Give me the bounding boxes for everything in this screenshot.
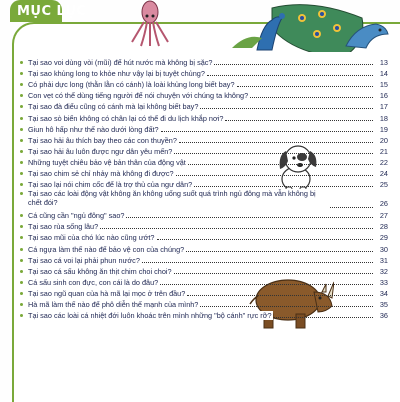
toc-page-number: 21 <box>379 146 388 156</box>
toc-title: Tại sao cá sấu không ăn thịt chim choi choi? <box>28 266 172 276</box>
dot-leader <box>142 261 373 263</box>
toc-page-number: 35 <box>379 299 388 309</box>
toc-page-number: 19 <box>379 124 388 134</box>
dot-leader <box>100 227 373 229</box>
toc-page-number: 30 <box>379 244 388 254</box>
dot-leader <box>214 63 373 65</box>
toc-page-number: 36 <box>379 311 388 321</box>
toc-title: Tại sao chim sẻ chỉ nhảy mà không đi được? <box>28 169 174 179</box>
toc-page-number: 34 <box>379 288 388 298</box>
bullet <box>20 72 23 75</box>
bullet <box>20 83 23 86</box>
toc-page-number: 17 <box>379 102 388 112</box>
dot-leader <box>174 152 373 154</box>
toc-page-number: 18 <box>379 113 388 123</box>
toc-entry[interactable] <box>20 123 388 134</box>
dot-leader <box>237 85 374 87</box>
toc-page-number: 33 <box>379 277 388 287</box>
toc-entry[interactable] <box>20 100 388 111</box>
toc-entry[interactable] <box>20 189 388 209</box>
toc-entry[interactable] <box>20 78 388 89</box>
toc-title: Cá sấu sinh con đực, con cái là do đâu? <box>28 277 159 287</box>
dot-leader <box>174 272 373 274</box>
toc-page-number: 31 <box>379 255 388 265</box>
toc-title: Tại sao hải âu luôn được ngư dân yêu mến? <box>28 146 173 156</box>
bullet <box>20 117 23 120</box>
toc-entry[interactable] <box>20 242 388 253</box>
toc-page-number: 29 <box>379 233 388 243</box>
bullet <box>20 292 23 295</box>
dot-leader <box>194 185 373 187</box>
dot-leader <box>186 250 373 252</box>
dot-leader <box>274 316 373 318</box>
dot-leader <box>225 119 373 121</box>
toc-title: Tại sao cá voi lại phải phun nước? <box>28 255 140 265</box>
bullet <box>20 61 23 64</box>
toc-page-number: 20 <box>379 135 388 145</box>
toc-title: Cá cũng cần "ngủ đông" sao? <box>28 211 125 221</box>
toc-page-number: 32 <box>379 266 388 276</box>
toc-page-number: 27 <box>379 211 388 221</box>
toc-page-number: 26 <box>379 199 388 209</box>
toc-title: Có phải dực long (thằn lằn có cánh) là loài khủng long biết bay? <box>28 80 235 90</box>
toc-title: Tại sao sò biển không có chân lại có thể đi du lịch khắp nơi? <box>28 113 224 123</box>
dot-leader <box>207 74 373 76</box>
page-title: MỤC LỤC <box>17 4 87 19</box>
dot-leader <box>187 294 373 296</box>
dot-leader <box>330 206 373 208</box>
toc-entry[interactable] <box>20 178 388 189</box>
toc-title: Giun hô hấp như thế nào dưới lòng đất? <box>28 124 159 134</box>
toc-entry[interactable] <box>20 220 388 231</box>
toc-page-number: 22 <box>379 157 388 167</box>
toc-title: Con vẹt có thể dùng tiếng người để nói chuyện với chúng ta không? <box>28 91 249 101</box>
dot-leader <box>200 305 373 307</box>
toc-title: Tại sao hải âu thích bay theo các con thuyền? <box>28 135 177 145</box>
bullet <box>20 192 23 195</box>
toc-title: Tại sao mũi của chó lúc nào cũng ướt? <box>28 233 155 243</box>
bullet <box>20 139 23 142</box>
bullet <box>20 270 23 273</box>
toc-page-number: 25 <box>379 180 388 190</box>
dot-leader <box>179 141 373 143</box>
toc-entry[interactable] <box>20 298 388 309</box>
toc-entry[interactable] <box>20 56 388 67</box>
toc-title: Tại sao ngũ quan của hà mã lại mọc ở trên đầu? <box>28 288 186 298</box>
dot-leader <box>188 163 373 165</box>
toc-title: Tại sao đà điểu cũng có cánh mà lại không biết bay? <box>28 102 199 112</box>
bullet <box>20 150 23 153</box>
toc-entry[interactable] <box>20 145 388 156</box>
toc-title: Tại sao các loài động vật không ăn không uống suốt quá trình ngủ đông mà vẫn không bị chết đói? <box>28 189 329 207</box>
toc-entry[interactable] <box>20 254 388 265</box>
toc-entry[interactable] <box>20 167 388 178</box>
bullet <box>20 225 23 228</box>
toc-entry[interactable] <box>20 209 388 220</box>
table-of-contents <box>20 56 388 320</box>
toc-entry[interactable] <box>20 265 388 276</box>
dot-leader <box>176 174 373 176</box>
bullet <box>20 94 23 97</box>
dot-leader <box>157 238 374 240</box>
toc-page-number: 14 <box>379 69 388 79</box>
toc-title: Tại sao khủng long to khỏe như vậy lại bị tuyệt chủng? <box>28 69 205 79</box>
toc-entry[interactable] <box>20 231 388 242</box>
toc-entry[interactable] <box>20 309 388 320</box>
toc-title: Cá ngựa làm thế nào để bảo vệ con của chúng? <box>28 244 185 254</box>
toc-entry[interactable] <box>20 276 388 287</box>
toc-title: Tại sao các loài cá nhiệt đới luôn khoác trên mình những "bộ cánh" rực rỡ? <box>28 311 272 321</box>
bullet <box>20 303 23 306</box>
bullet <box>20 105 23 108</box>
bullet <box>20 314 23 317</box>
bullet <box>20 172 23 175</box>
bullet <box>20 248 23 251</box>
toc-entry[interactable] <box>20 287 388 298</box>
toc-page-number: 13 <box>379 58 388 68</box>
toc-title: Những tuyệt chiêu bảo vệ bản thân của động vật <box>28 157 186 167</box>
toc-page-number: 24 <box>379 169 388 179</box>
toc-entry[interactable] <box>20 134 388 145</box>
toc-entry[interactable] <box>20 67 388 78</box>
toc-entry[interactable] <box>20 111 388 122</box>
bullet <box>20 259 23 262</box>
bullet <box>20 214 23 217</box>
bullet <box>20 236 23 239</box>
bullet <box>20 183 23 186</box>
dot-leader <box>160 283 373 285</box>
dot-leader <box>126 216 373 218</box>
bullet <box>20 161 23 164</box>
bullet <box>20 128 23 131</box>
toc-entry[interactable] <box>20 156 388 167</box>
toc-page-number: 15 <box>379 80 388 90</box>
dot-leader <box>250 96 373 98</box>
dot-leader <box>161 130 373 132</box>
toc-title: Tại sao voi dùng vòi (mũi) để hút nước mà không bị sặc? <box>28 58 213 68</box>
toc-title: Tại sao lại nói chim cốc để là trợ thủ của ngư dân? <box>28 180 193 190</box>
toc-title: Tại sao rùa sống lâu? <box>28 222 99 232</box>
bullet <box>20 281 23 284</box>
toc-page-number: 28 <box>379 222 388 232</box>
toc-entry[interactable] <box>20 89 388 100</box>
squid-illustration <box>120 0 180 48</box>
dot-leader <box>200 107 373 109</box>
bird-illustration <box>340 16 390 56</box>
toc-title: Hà mã làm thế nào để phô diễn thế mạnh của mình? <box>28 299 199 309</box>
toc-page-number: 16 <box>379 91 388 101</box>
